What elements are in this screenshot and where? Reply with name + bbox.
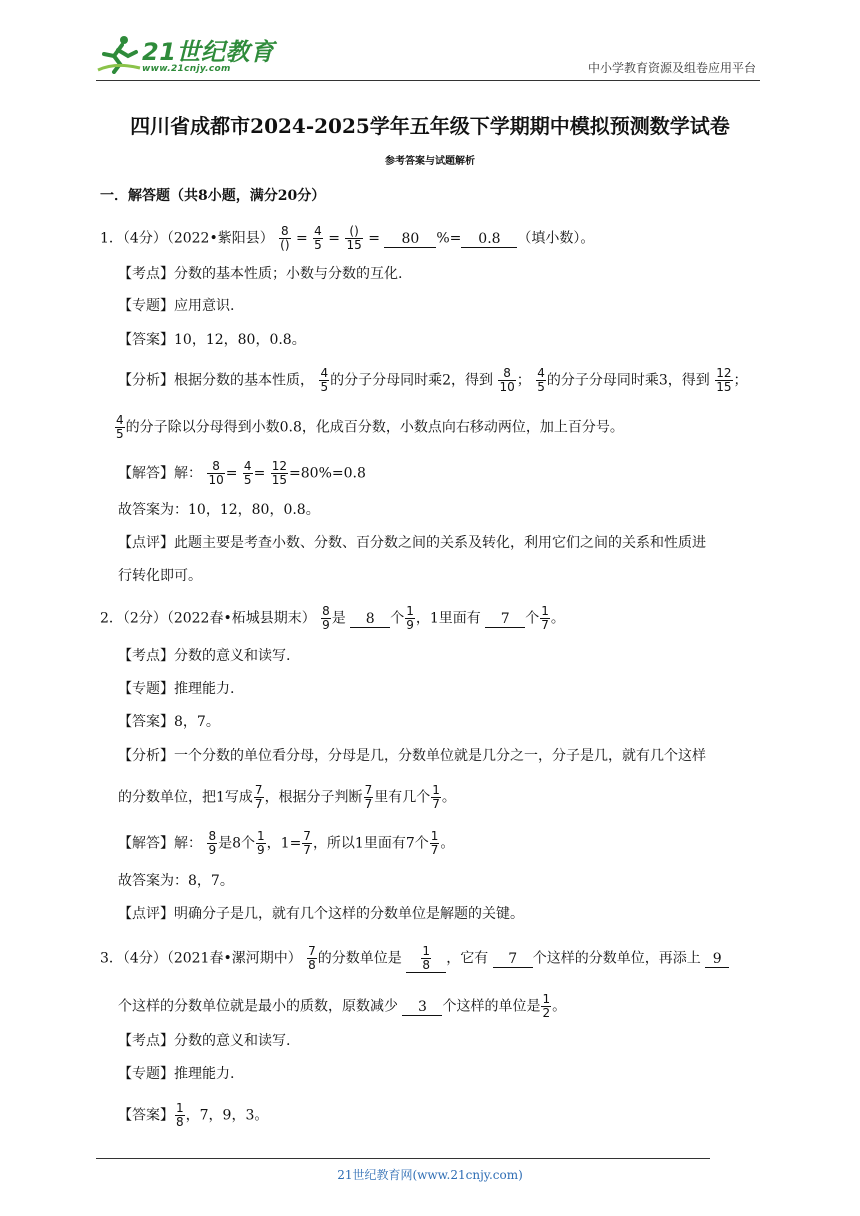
q1-conclusion: 故答案为：10，12，80，0.8。 xyxy=(118,502,320,518)
paper-subtitle: 参考答案与试题解析 xyxy=(385,156,475,167)
q1-dianping-line2: 行转化即可。 xyxy=(118,568,202,584)
logo-main-text: 21世纪教育 xyxy=(142,38,275,66)
running-figure-icon xyxy=(96,34,142,74)
answer-blank: 7 xyxy=(485,611,525,628)
answer-blank: 0.8 xyxy=(461,231,517,248)
answer-blank: 8 xyxy=(350,611,390,628)
q1-jieda: 【解答】解： $\frac{8}{10}$ = $\frac{4}{5}$ = $\frac{12}{15}$ =80%=0.8 xyxy=(118,459,366,487)
q2-fenxi-line1: 【分析】一个分数的单位看分母，分母是几，分数单位就是几分之一，分子是几，就有几个这样 xyxy=(118,748,706,764)
q2-dianping: 【点评】明确分子是几，就有几个这样的分数单位是解题的关键。 xyxy=(118,906,524,922)
q1-zhuanti: 【专题】应用意识. xyxy=(118,298,235,314)
answer-blank: 9 xyxy=(705,951,729,968)
q3-daan: 【答案】 $\frac{1}{8}$ ，7，9，3。 xyxy=(118,1101,269,1129)
footer-link[interactable]: 21世纪教育网(www.21cnjy.com) xyxy=(337,1168,523,1182)
q1-daan: 【答案】10，12，80，0.8。 xyxy=(118,332,306,348)
q3-kaodian: 【考点】分数的意义和读写. xyxy=(118,1033,291,1049)
q1-kaodian: 【考点】分数的基本性质；小数与分数的互化. xyxy=(118,266,403,282)
q2-conclusion: 故答案为：8，7。 xyxy=(118,873,234,889)
footer-divider xyxy=(96,1158,710,1159)
fraction: $\frac{8}{()}$ xyxy=(280,224,290,252)
answer-blank: 3 xyxy=(402,999,442,1016)
platform-label: 中小学教育资源及组卷应用平台 xyxy=(587,61,756,75)
q2-zhuanti: 【专题】推理能力. xyxy=(118,681,235,697)
logo-url-text: www.21cnjy.com xyxy=(142,64,231,74)
q1-dianping-line1: 【点评】此题主要是考查小数、分数、百分数之间的关系及转化，利用它们之间的关系和性质进 xyxy=(118,535,706,551)
fraction: $\frac{()}{15}$ xyxy=(346,224,362,252)
q2-kaodian: 【考点】分数的意义和读写. xyxy=(118,648,291,664)
answer-blank: 7 xyxy=(493,951,533,968)
question-2-stem: 2．（2分）（2022春•柘城县期末） $\frac{8}{9}$ 是 8 个 $\frac{1}{9}$ ，1里面有 7 个 $\frac{1}{7}$ 。 xyxy=(100,604,565,632)
q1-fenxi-line2: $\frac{4}{5}$ 的分子除以分母得到小数0.8，化成百分数，小数点向右移动两位，加上百分号。 xyxy=(116,413,624,441)
paper-title: 四川省成都市2024-2025学年五年级下学期期中模拟预测数学试卷 xyxy=(130,114,730,138)
q2-jieda: 【解答】解： $\frac{8}{9}$ 是8个 $\frac{1}{9}$ ，1= $\frac{7}{7}$ ，所以1里面有7个 $\frac{1}{7}$ 。 xyxy=(118,829,455,857)
q2-fenxi-line2: 的分数单位，把1写成 $\frac{7}{7}$ ，根据分子判断 $\frac{7}{7}$ 里有几个 $\frac{1}{7}$ 。 xyxy=(118,783,456,811)
answer-blank: $\frac{1}{8}$ xyxy=(406,945,446,973)
q1-fenxi-line1: 【分析】根据分数的基本性质， $\frac{4}{5}$ 的分子分母同时乘2，得到 $\frac{8}{10}$ ； $\frac{4}{5}$ 的分子分母同时乘3，得到 $\frac{12}{15}$ ； xyxy=(118,366,748,394)
fraction: $\frac{4}{5}$ xyxy=(314,224,322,252)
answer-blank: 80 xyxy=(384,231,436,248)
section-heading: 一．解答题（共8小题，满分20分） xyxy=(100,188,326,204)
page-header xyxy=(96,30,760,81)
question-1-stem: 1．（4分）（2022•紫阳县） $\frac{8}{()}$ = $\frac{4}{5}$ = $\frac{()}{15}$ = 80 %= 0.8 （填小数）。 xyxy=(100,224,595,252)
q3-zhuanti: 【专题】推理能力. xyxy=(118,1066,235,1082)
site-logo[interactable] xyxy=(96,34,274,74)
q2-daan: 【答案】8，7。 xyxy=(118,714,220,730)
question-3-stem-line2: 个这样的分数单位就是最小的质数，原数减少 3 个这样的单位是 $\frac{1}{2}$ 。 xyxy=(118,992,567,1020)
question-3-stem-line1: 3．（4分）（2021春•漯河期中） $\frac{7}{8}$ 的分数单位是 $\frac{1}{8}$ ，它有 7 个这样的分数单位，再添上 9 xyxy=(100,945,729,973)
